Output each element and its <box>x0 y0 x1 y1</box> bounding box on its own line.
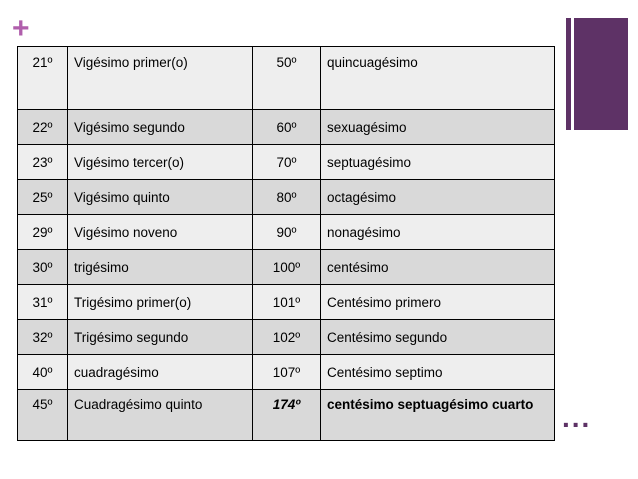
ordinal-number: 22º <box>18 110 68 145</box>
ordinal-word: sexuagésimo <box>321 110 555 145</box>
ordinal-number: 45º <box>18 390 68 441</box>
ordinal-word-highlighted: centésimo septuagésimo cuarto <box>321 390 555 441</box>
ordinal-word: cuadragésimo <box>68 355 253 390</box>
ordinal-number-highlighted: 174º <box>253 390 321 441</box>
ordinal-word: Vigésimo primer(o) <box>68 47 253 110</box>
ordinal-number: 80º <box>253 180 321 215</box>
ordinal-number: 101º <box>253 285 321 320</box>
ordinal-number: 100º <box>253 250 321 285</box>
ordinal-word: Vigésimo segundo <box>68 110 253 145</box>
table-row <box>18 355 555 390</box>
ordinal-word: Centésimo primero <box>321 285 555 320</box>
ordinal-number: 60º <box>253 110 321 145</box>
ordinal-number: 50º <box>253 47 321 110</box>
ordinal-word: Trigésimo primer(o) <box>68 285 253 320</box>
table-row <box>18 250 555 285</box>
table-row <box>18 180 555 215</box>
ordinal-numbers-table <box>17 46 555 441</box>
ordinal-word: septuagésimo <box>321 145 555 180</box>
table-row <box>18 390 555 441</box>
ordinal-number: 102º <box>253 320 321 355</box>
ordinal-number: 90º <box>253 215 321 250</box>
ordinal-number: 40º <box>18 355 68 390</box>
ordinal-word: Vigésimo tercer(o) <box>68 145 253 180</box>
ordinal-word: Cuadragésimo quinto <box>68 390 253 441</box>
table-row <box>18 285 555 320</box>
ordinal-number: 30º <box>18 250 68 285</box>
ordinal-word: centésimo <box>321 250 555 285</box>
ordinal-number: 32º <box>18 320 68 355</box>
ordinal-number: 29º <box>18 215 68 250</box>
table-row <box>18 320 555 355</box>
ordinal-number: 107º <box>253 355 321 390</box>
ordinal-number: 21º <box>18 47 68 110</box>
ordinal-number: 31º <box>18 285 68 320</box>
ordinal-word: Vigésimo quinto <box>68 180 253 215</box>
table-row <box>18 145 555 180</box>
table-row <box>18 110 555 145</box>
plus-icon: + <box>12 12 30 45</box>
ordinal-word: Centésimo segundo <box>321 320 555 355</box>
accent-bar-thin <box>566 18 571 130</box>
ordinal-word: octagésimo <box>321 180 555 215</box>
ordinal-number: 25º <box>18 180 68 215</box>
ordinal-word: Trigésimo segundo <box>68 320 253 355</box>
table-row <box>18 215 555 250</box>
ordinal-word: quincuagésimo <box>321 47 555 110</box>
ordinal-number: 70º <box>253 145 321 180</box>
ordinal-number: 23º <box>18 145 68 180</box>
ordinal-word: Centésimo septimo <box>321 355 555 390</box>
ordinal-word: trigésimo <box>68 250 253 285</box>
ordinal-word: nonagésimo <box>321 215 555 250</box>
ordinal-word: Vigésimo noveno <box>68 215 253 250</box>
table-row <box>18 47 555 110</box>
accent-bar-thick <box>574 18 628 130</box>
ellipsis-icon: ... <box>562 402 592 433</box>
